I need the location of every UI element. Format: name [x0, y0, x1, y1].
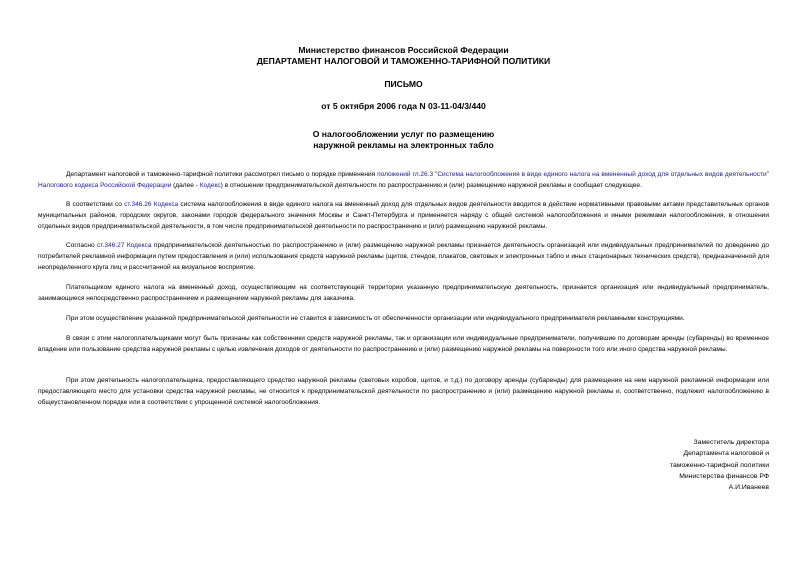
paragraph-2	[38, 199, 769, 232]
document-type: ПИСЬМО	[384, 79, 423, 89]
link-article-346-27[interactable]: ст.346.27 Кодекса	[97, 242, 152, 249]
document-date: от 5 октября 2006 года N 03-11-04/3/440	[321, 101, 486, 111]
link-chapter-26-3[interactable]: положений гл.26.3 "Система налогообложения в виде единого налога на вмененный доход для отдельных видов деятельности" Налогового кодекса Российской Федерации	[38, 171, 769, 189]
paragraph-3-text-end: предпринимательской деятельностью по распространению и (или) размещению наружной рекламы признается деятельность организаций или индивидуальных предпринимателей по доведению до потребителей рекламной информации путем предоставления и (или) использования средств наружной рекламы (щитов, стендов, плакатов, световых и электронных табло и иных стационарных технических средств), предназначенной для неопределенного круга лиц и рассчитанной на визуальное восприятие.	[38, 242, 769, 271]
ministry-title: Министерство финансов Российской Федерации	[298, 45, 509, 55]
paragraph-4: Плательщиком единого налога на вмененный доход, осуществляющим на соответствующей территории указанную предпринимательскую деятельность, признается организация или индивидуальный предприниматель, занимающиеся непосредственно распространением и размещением наружной рекламы для заказчика.	[38, 284, 769, 302]
link-article-346-26[interactable]: ст.346.26 Кодекса	[124, 201, 179, 208]
signature-department-2: таможенно-тарифной политики	[669, 461, 769, 469]
paragraph-2-text-end: система налогообложения в виде единого налога на вмененный доход для отдельных видов деятельности вводится в действие нормативными правовыми актами представительных органов муниципальных районов, городских округов, законами городов федерального значения Москвы и Санкт-Петербурга и применяется наряду с общей системой налогообложения и иными режимами налогообложения, в отношении отдельных видов предпринимательской деятельности, в том числе предпринимательской деятельности по распространению и (или) размещению наружной рекламы.	[38, 201, 769, 230]
paragraph-7: При этом деятельность налогоплательщика, предоставляющего средство наружной рекламы (световых коробов, щитов, и т.д.) по договору аренды (субаренды) для размещения на нем наружной рекламной информации или предоставляющего место для установки средства наружной рекламы, не относится к предпринимательской деятельности по распространению и (или) размещению наружной рекламы и, соответственно, подлежит налогообложению в общеустановленном порядке или в соответствии с упрощенной системой налогообложения.	[38, 377, 769, 406]
signature-block	[569, 437, 769, 493]
subject-line-2: наружной рекламы на электронных табло	[313, 140, 494, 150]
paragraph-1	[38, 169, 769, 191]
paragraph-6: В связи с этим налогоплательщиками могут быть признаны как собственники средств наружной рекламы, так и организации или индивидуальные предприниматели, получившие по договорам аренды (субаренды) во временное владение или пользование средства наружной рекламы с целью извлечения доходов от деятельности по распространению и (или) размещению наружной рекламы на поверхности того или иного средства наружной рекламы.	[38, 335, 769, 353]
paragraph-2-text-start: В соответствии со	[66, 201, 125, 208]
paragraph-5: При этом осуществление указанной предпринимательской деятельности не ставится в зависимость от обеспеченности организации или индивидуального предпринимателя рекламными конструкциями.	[66, 315, 685, 322]
department-title: ДЕПАРТАМЕНТ НАЛОГОВОЙ И ТАМОЖЕННО-ТАРИФНОЙ ПОЛИТИКИ	[256, 56, 551, 66]
signature-position: Заместитель директора	[693, 439, 769, 446]
paragraph-3-text-start: Согласно	[66, 242, 98, 249]
signature-ministry: Министерства финансов РФ	[679, 472, 769, 480]
signature-name: А.И.Иванеев	[728, 484, 769, 492]
paragraph-1-text-start: Департамент налоговой и таможенно-тарифной политики рассмотрел письмо о порядке применения	[66, 171, 378, 178]
paragraph-1-text-end: ) в отношении предпринимательской деятельности по распространению и (или) размещению наружной рекламы и сообщает следующее.	[220, 182, 642, 189]
subject-line-1: О налогообложении услуг по размещению	[312, 129, 495, 139]
paragraph-1-text-mid: (далее -	[171, 182, 200, 189]
paragraph-3	[38, 240, 769, 273]
signature-department: Департамента налоговой и	[683, 450, 769, 458]
link-code[interactable]: Кодекс	[199, 182, 221, 189]
